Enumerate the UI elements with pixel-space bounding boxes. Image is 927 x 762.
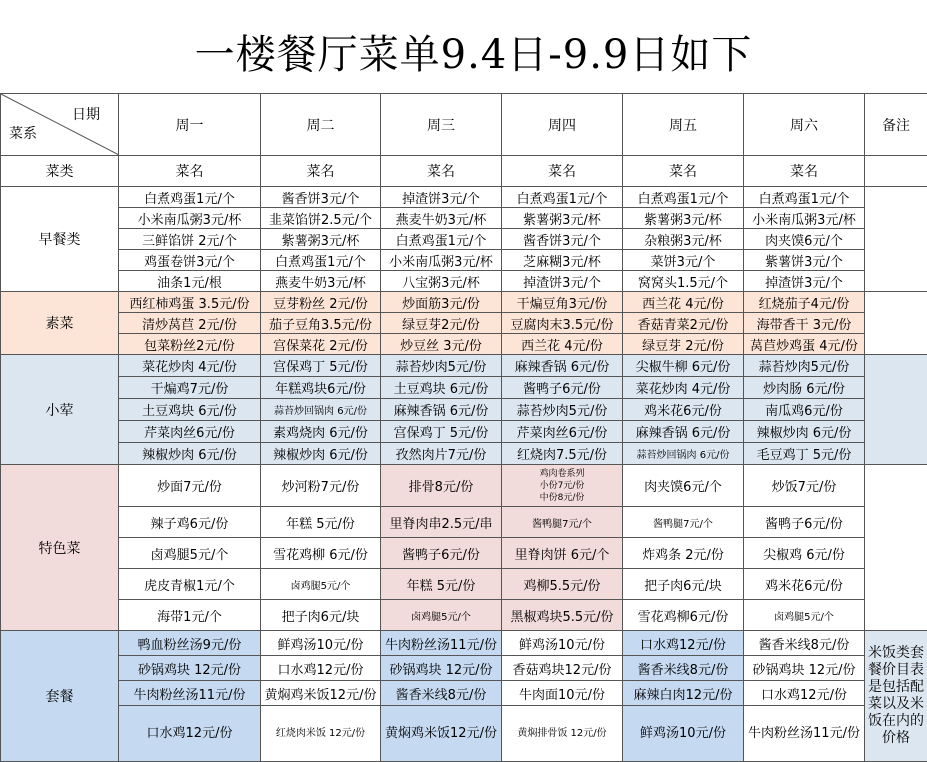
dish-cell: 紫薯粥3元/杯 — [261, 229, 381, 250]
note-cell — [865, 292, 927, 355]
dish-cell: 尖椒鸡 6元/份 — [744, 538, 865, 569]
special-row — [1, 569, 927, 600]
dish-cell: 蒜苔炒回锅肉 6元/份 — [261, 399, 381, 421]
subheader-row — [1, 156, 927, 187]
dish-cell: 掉渣饼3元/个 — [381, 187, 502, 208]
vegetable-row — [1, 292, 927, 313]
dish-cell: 酱鸭子6元/份 — [502, 377, 623, 399]
dish-cell: 鸡米花6元/份 — [744, 569, 865, 600]
dish-cell: 三鲜馅饼 2元/个 — [119, 229, 261, 250]
category-label: 套餐 — [1, 631, 119, 762]
dish-cell: 宫保鸡丁 5元/份 — [261, 355, 381, 377]
dish-cell: 牛肉面10元/份 — [502, 681, 623, 706]
dish-cell: 紫薯饼3元/个 — [744, 250, 865, 271]
size-price: 中份8元/份 — [502, 492, 622, 504]
note-cell — [865, 465, 927, 631]
dish-cell: 白煮鸡蛋1元/个 — [381, 229, 502, 250]
dish-name-header: 菜名 — [261, 156, 381, 187]
dish-cell: 酱香米线8元/份 — [381, 681, 502, 706]
dish-cell: 紫薯粥3元/杯 — [502, 208, 623, 229]
dish-cell: 燕麦牛奶3元/杯 — [261, 271, 381, 292]
day-header: 周二 — [261, 94, 381, 156]
dish-cell: 蒜苔炒肉5元/份 — [381, 355, 502, 377]
corner-category-label: 菜系 — [9, 123, 37, 143]
dish-cell: 酱鸭子6元/份 — [381, 538, 502, 569]
dish-cell: 紫薯粥3元/杯 — [623, 208, 744, 229]
day-header: 周六 — [744, 94, 865, 156]
breakfast-row — [1, 250, 927, 271]
small_meat-row — [1, 421, 927, 443]
dish-cell: 孜然肉片7元/份 — [381, 443, 502, 465]
small_meat-row — [1, 355, 927, 377]
dish-cell: 掉渣饼3元/个 — [502, 271, 623, 292]
dish-cell: 口水鸡12元/份 — [623, 631, 744, 656]
day-header: 周三 — [381, 94, 502, 156]
dish-cell: 干煸鸡7元/份 — [119, 377, 261, 399]
dish-cell: 酱香饼3元/个 — [502, 229, 623, 250]
dish-cell: 麻辣香锅 6元/份 — [381, 399, 502, 421]
dish-cell: 卤鸡腿5元/个 — [744, 600, 865, 631]
category-label: 早餐类 — [1, 187, 119, 292]
dish-name: 鸡肉卷系列 — [502, 468, 622, 480]
dish-cell: 海带1元/个 — [119, 600, 261, 631]
dish-cell: 芝麻糊3元/杯 — [502, 250, 623, 271]
dish-cell: 炒饭7元/份 — [744, 465, 865, 507]
small_meat-row — [1, 377, 927, 399]
breakfast-row — [1, 229, 927, 250]
dish-cell: 菜花炒肉 4元/份 — [119, 355, 261, 377]
dish-cell: 鲜鸡汤10元/份 — [623, 706, 744, 762]
dish-cell: 燕麦牛奶3元/杯 — [381, 208, 502, 229]
dish-cell: 黄焖排骨饭 12元/份 — [502, 706, 623, 762]
dish-cell: 麻辣香锅 6元/份 — [623, 421, 744, 443]
breakfast-row — [1, 271, 927, 292]
dish-cell: 肉夹馍6元/个 — [744, 229, 865, 250]
dish-cell: 绿豆芽 2元/份 — [623, 334, 744, 355]
dish-cell: 韭菜馅饼2.5元/个 — [261, 208, 381, 229]
dish-cell: 蒜苔炒肉5元/份 — [502, 399, 623, 421]
dish-cell: 麻辣白肉12元/份 — [623, 681, 744, 706]
dish-cell: 鸡柳5.5元/份 — [502, 569, 623, 600]
dish-cell: 虎皮青椒1元/个 — [119, 569, 261, 600]
dish-cell: 里脊肉串2.5元/串 — [381, 507, 502, 538]
dish-cell: 黄焖鸡米饭12元/份 — [261, 681, 381, 706]
dish-cell: 小米南瓜粥3元/杯 — [119, 208, 261, 229]
dish-cell: 砂锅鸡块 12元/份 — [119, 656, 261, 681]
dish-name-header: 菜名 — [381, 156, 502, 187]
dish-cell: 小米南瓜粥3元/杯 — [381, 250, 502, 271]
dish-cell: 炒豆丝 3元/份 — [381, 334, 502, 355]
note-cell — [865, 187, 927, 292]
dish-cell: 牛肉粉丝汤11元/份 — [744, 706, 865, 762]
set_meal-row — [1, 706, 927, 762]
breakfast-row — [1, 208, 927, 229]
dish-cell: 年糕 5元/份 — [261, 507, 381, 538]
vegetable-row — [1, 334, 927, 355]
dish-cell: 干煸豆角3元/份 — [502, 292, 623, 313]
special-row — [1, 538, 927, 569]
dish-cell — [502, 465, 623, 507]
note-cell — [865, 355, 927, 465]
dish-cell: 素鸡烧肉 6元/份 — [261, 421, 381, 443]
dish-cell: 辣椒炒肉 6元/份 — [744, 421, 865, 443]
note-cell: 米饭类套餐价目表是包括配菜以及米饭在内的价格 — [865, 631, 927, 762]
dish-cell: 杂粮粥3元/杯 — [623, 229, 744, 250]
dish-cell: 口水鸡12元/份 — [261, 656, 381, 681]
breakfast-row — [1, 187, 927, 208]
category-label: 小荤 — [1, 355, 119, 465]
dish-cell: 辣子鸡6元/份 — [119, 507, 261, 538]
dish-name-header: 菜名 — [623, 156, 744, 187]
dish-cell: 蒜苔炒肉5元/份 — [744, 355, 865, 377]
dish-cell: 炒河粉7元/份 — [261, 465, 381, 507]
dish-cell: 绿豆芽2元/份 — [381, 313, 502, 334]
special-row — [1, 465, 927, 507]
dish-cell: 酱鸭子6元/份 — [744, 507, 865, 538]
dish-cell: 砂锅鸡块 12元/份 — [744, 656, 865, 681]
dish-cell: 卤鸡腿5元/个 — [381, 600, 502, 631]
dish-cell: 西兰花 4元/份 — [623, 292, 744, 313]
dish-cell: 牛肉粉丝汤11元/份 — [381, 631, 502, 656]
dish-cell: 排骨8元/份 — [381, 465, 502, 507]
dish-cell: 鸡蛋卷饼3元/个 — [119, 250, 261, 271]
menu-table — [0, 93, 927, 762]
dish-cell: 辣椒炒肉 6元/份 — [261, 443, 381, 465]
dish-cell: 宫保鸡丁 5元/份 — [381, 421, 502, 443]
dish-cell: 菜花炒肉 4元/份 — [623, 377, 744, 399]
dish-cell: 酱鸭腿7元/个 — [623, 507, 744, 538]
dish-cell: 里脊肉饼 6元/个 — [502, 538, 623, 569]
dish-cell: 香菇鸡块12元/份 — [502, 656, 623, 681]
dish-cell: 芹菜肉丝6元/份 — [502, 421, 623, 443]
dish-cell: 白煮鸡蛋1元/个 — [261, 250, 381, 271]
dish-cell: 年糕 5元/份 — [381, 569, 502, 600]
dish-cell: 海带香干 3元/份 — [744, 313, 865, 334]
corner-cell — [1, 94, 119, 156]
dish-cell: 白煮鸡蛋1元/个 — [744, 187, 865, 208]
dish-cell: 蒜苔炒回锅肉 6元/份 — [623, 443, 744, 465]
vegetable-row — [1, 313, 927, 334]
dish-cell: 把子肉6元/块 — [623, 569, 744, 600]
dish-cell: 黑椒鸡块5.5元/份 — [502, 600, 623, 631]
dish-cell: 豆腐肉末3.5元/份 — [502, 313, 623, 334]
dish-cell: 宫保菜花 2元/份 — [261, 334, 381, 355]
dish-cell: 西红柿鸡蛋 3.5元/份 — [119, 292, 261, 313]
dish-cell: 炸鸡条 2元/份 — [623, 538, 744, 569]
dish-cell: 鸡米花6元/份 — [623, 399, 744, 421]
day-header: 周五 — [623, 94, 744, 156]
dish-name-header: 菜名 — [119, 156, 261, 187]
special-row — [1, 600, 927, 631]
dish-cell: 肉夹馍6元/个 — [623, 465, 744, 507]
special-row — [1, 507, 927, 538]
category-label: 素菜 — [1, 292, 119, 355]
set_meal-row — [1, 656, 927, 681]
category-header: 菜类 — [1, 156, 119, 187]
dish-cell: 黄焖鸡米饭12元/份 — [381, 706, 502, 762]
day-header: 周一 — [119, 94, 261, 156]
dish-cell: 卤鸡腿5元/个 — [119, 538, 261, 569]
small_meat-row — [1, 443, 927, 465]
dish-cell: 窝窝头1.5元/个 — [623, 271, 744, 292]
small_meat-row — [1, 399, 927, 421]
day-header: 周四 — [502, 94, 623, 156]
set_meal-row — [1, 631, 927, 656]
set_meal-row — [1, 681, 927, 706]
dish-cell: 牛肉粉丝汤11元/份 — [119, 681, 261, 706]
dish-cell: 小米南瓜粥3元/杯 — [744, 208, 865, 229]
dish-cell: 白煮鸡蛋1元/个 — [502, 187, 623, 208]
dish-cell: 口水鸡12元/份 — [119, 706, 261, 762]
dish-cell: 口水鸡12元/份 — [744, 681, 865, 706]
dish-cell: 鸭血粉丝汤9元/份 — [119, 631, 261, 656]
size-price: 小份7元/份 — [502, 480, 622, 492]
dish-cell: 豆芽粉丝 2元/份 — [261, 292, 381, 313]
dish-cell: 雪花鸡柳6元/份 — [623, 600, 744, 631]
dish-cell: 酱香米线8元/份 — [623, 656, 744, 681]
dish-cell: 卤鸡腿5元/个 — [261, 569, 381, 600]
dish-cell: 芹菜肉丝6元/份 — [119, 421, 261, 443]
corner-date-label: 日期 — [72, 104, 100, 124]
dish-cell: 麻辣香锅 6元/份 — [502, 355, 623, 377]
dish-cell: 油条1元/根 — [119, 271, 261, 292]
dish-name-header: 菜名 — [502, 156, 623, 187]
dish-cell: 把子肉6元/块 — [261, 600, 381, 631]
dish-name-header: 菜名 — [744, 156, 865, 187]
dish-cell: 酱香米线8元/份 — [744, 631, 865, 656]
dish-cell: 红烧肉米饭 12元/份 — [261, 706, 381, 762]
dish-cell: 炒肉肠 6元/份 — [744, 377, 865, 399]
dish-cell: 土豆鸡块 6元/份 — [119, 399, 261, 421]
dish-cell: 掉渣饼3元/个 — [744, 271, 865, 292]
dish-cell: 南瓜鸡6元/份 — [744, 399, 865, 421]
dish-cell: 八宝粥3元/杯 — [381, 271, 502, 292]
dish-cell: 西兰花 4元/份 — [502, 334, 623, 355]
dish-cell: 菜饼3元/个 — [623, 250, 744, 271]
header-row — [1, 94, 927, 156]
note-header: 备注 — [865, 94, 927, 156]
dish-cell: 砂锅鸡块 12元/份 — [381, 656, 502, 681]
dish-cell: 茄子豆角3.5元/份 — [261, 313, 381, 334]
dish-cell: 鲜鸡汤10元/份 — [502, 631, 623, 656]
category-label: 特色菜 — [1, 465, 119, 631]
dish-cell: 包菜粉丝2元/份 — [119, 334, 261, 355]
dish-cell: 辣椒炒肉 6元/份 — [119, 443, 261, 465]
dish-cell: 莴苣炒鸡蛋 4元/份 — [744, 334, 865, 355]
dish-cell: 雪花鸡柳 6元/份 — [261, 538, 381, 569]
dish-cell: 酱香饼3元/个 — [261, 187, 381, 208]
dish-cell: 尖椒牛柳 6元/份 — [623, 355, 744, 377]
dish-cell: 红烧肉7.5元/份 — [502, 443, 623, 465]
dish-cell: 白煮鸡蛋1元/个 — [623, 187, 744, 208]
dish-cell: 土豆鸡块 6元/份 — [381, 377, 502, 399]
dish-cell: 年糕鸡块6元/份 — [261, 377, 381, 399]
dish-cell: 炒面筋3元/份 — [381, 292, 502, 313]
dish-cell: 香菇青菜2元/份 — [623, 313, 744, 334]
dish-cell: 炒面7元/份 — [119, 465, 261, 507]
dish-cell: 清炒莴苣 2元/份 — [119, 313, 261, 334]
dish-cell: 红烧茄子4元/份 — [744, 292, 865, 313]
dish-cell: 鲜鸡汤10元/份 — [261, 631, 381, 656]
dish-cell: 酱鸭腿7元/个 — [502, 507, 623, 538]
dish-cell: 白煮鸡蛋1元/个 — [119, 187, 261, 208]
note-cell — [865, 156, 927, 187]
dish-cell: 毛豆鸡丁 5元/份 — [744, 443, 865, 465]
page-title: 一楼餐厅菜单9.4日-9.9日如下 — [0, 0, 927, 92]
